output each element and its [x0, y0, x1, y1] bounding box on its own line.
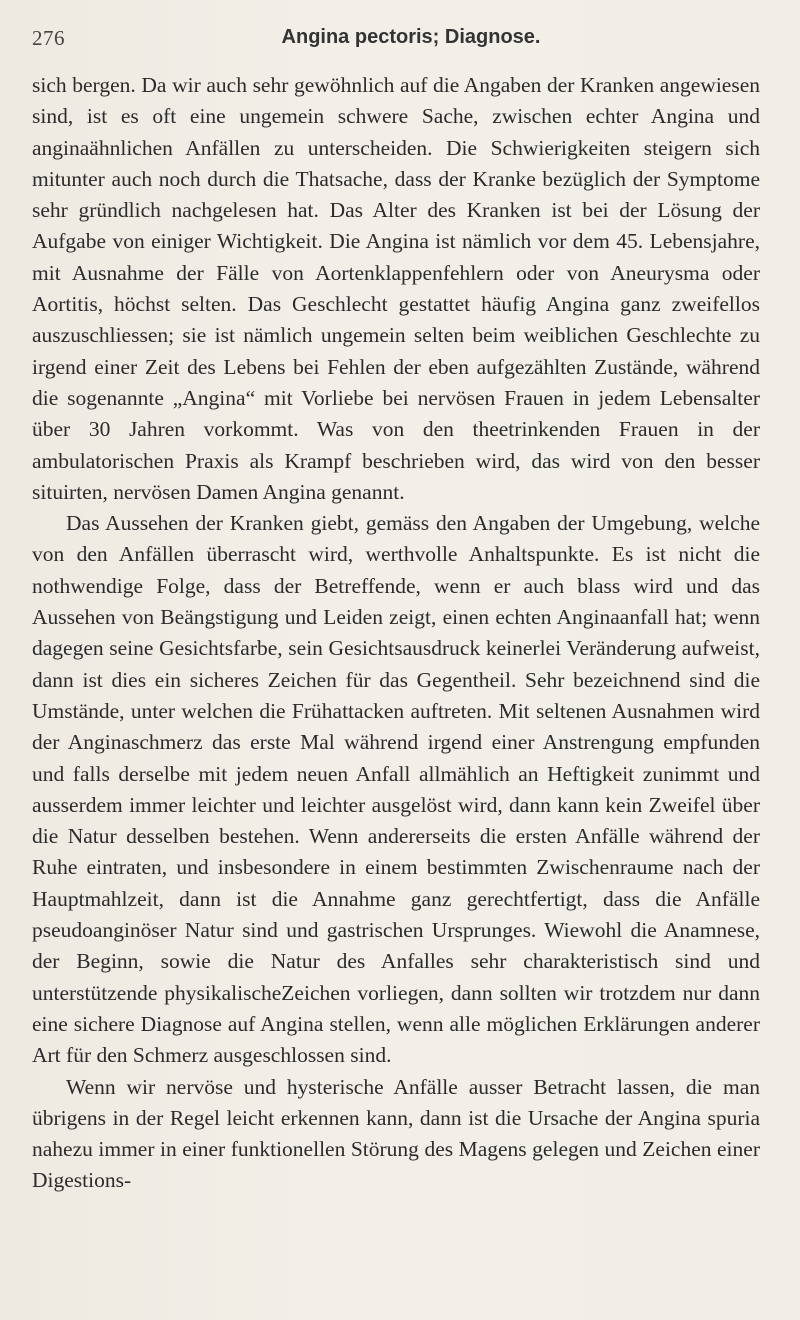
body-text	[32, 70, 760, 1197]
paragraph-appearance: Das Aussehen der Kranken giebt, gemäss den Angaben der Umgebung, welche von den Anfällen überrascht wird, werthvolle Anhaltspunkte. Es ist nicht die nothwendige Folge, dass der Betreffende, wenn er auch blass wird und das Aussehen von Beängstigung und Leiden zeigt, einen echten Anginaanfall hat; wenn dagegen seine Gesichtsfarbe, sein Gesichtsausdruck keinerlei Veränderung aufweist, dann ist dies ein sicheres Zeichen für das Gegentheil. Sehr bezeichnend sind die Umstände, unter welchen die Frühattacken auftreten. Mit seltenen Ausnahmen wird der Anginaschmerz das erste Mal während irgend einer Anstrengung empfunden und falls derselbe mit jedem neuen Anfall allmählich an Heftigkeit zunimmt und ausserdem immer leichter und leichter ausgelöst wird, dann kann kein Zweifel über die Natur desselben bestehen. Wenn andererseits die ersten Anfälle während der Ruhe eintraten, und insbesondere in einem bestimmten Zwischenraume nach der Hauptmahlzeit, dann ist die Annahme ganz gerechtfertigt, dass die Anfälle pseudoanginöser Natur sind und gastrischen Ursprunges. Wiewohl die Anamnese, der Beginn, sowie die Natur des Anfalles sehr charakteristisch sind und unterstützende physikalischeZeichen vorliegen, dann sollten wir trotzdem nur dann eine sichere Diagnose auf Angina stellen, wenn alle möglichen Erklärungen anderer Art für den Schmerz ausgeschlossen sind.	[32, 511, 760, 1068]
running-head	[32, 26, 760, 60]
paragraph-continuation: sich bergen. Da wir auch sehr gewöhnlich auf die Angaben der Kranken angewiesen sind, ist es oft eine ungemein schwere Sache, zwischen echter Angina und anginaähnlichen Anfällen zu unterscheiden. Die Schwierigkeiten steigern sich mitunter auch noch durch die Thatsache, dass der Kranke bezüglich der Symptome sehr gründlich nachgelesen hat. Das Alter des Kranken ist bei der Lösung der Aufgabe von einiger Wichtigkeit. Die Angina ist nämlich vor dem 45. Lebensjahre, mit Ausnahme der Fälle von Aortenklappenfehlern oder von Aneurysma oder Aortitis, höchst selten. Das Geschlecht gestattet häufig Angina ganz zweifellos auszuschliessen; sie ist nämlich ungemein selten beim weiblichen Geschlechte zu irgend einer Zeit des Lebens bei Fehlen der eben aufgezählten Zustände, während die sogenannte „Angina“ mit Vorliebe bei nervösen Frauen in jedem Lebensalter über 30 Jahren vorkommt. Was von den theetrinkenden Frauen in der ambulatorischen Praxis als Krampf beschrieben wird, das wird von den besser situirten, nervösen Damen Angina genannt.	[32, 73, 760, 504]
running-title: Angina pectoris; Diagnose.	[281, 26, 541, 48]
paragraph-nervous-attacks: Wenn wir nervöse und hysterische Anfälle ausser Betracht lassen, die man übrigens in der Regel leicht erkennen kann, dann ist die Ursache der Angina spuria nahezu immer in einer funktionellen Störung des Magens gelegen und Zeichen einer Digestions-	[32, 1074, 760, 1193]
page-number: 276	[32, 26, 65, 50]
